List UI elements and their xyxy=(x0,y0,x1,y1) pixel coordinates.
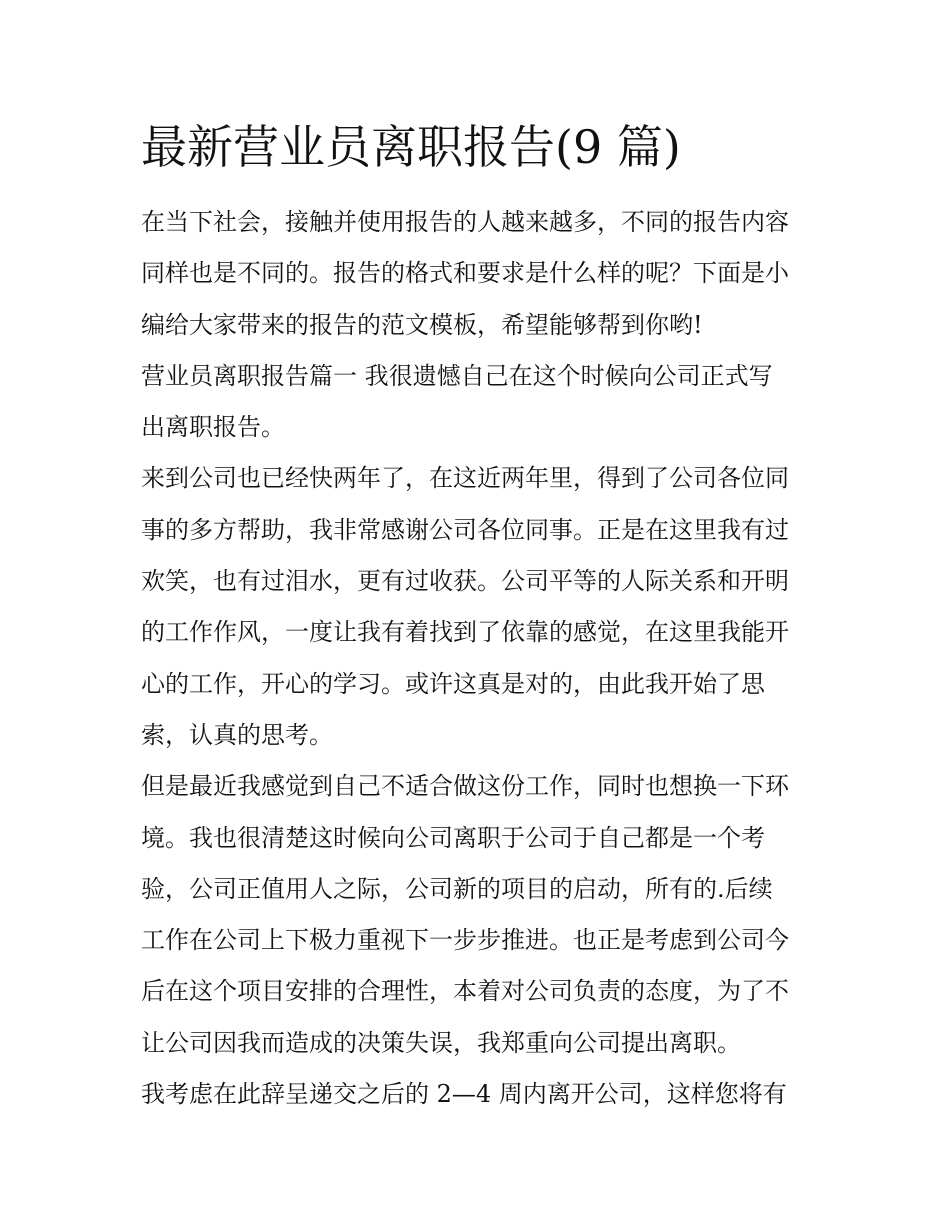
body-line: 索，认真的思考。 xyxy=(141,720,333,749)
body-line: 但是最近我感觉到自己不适合做这份工作，同时也想换一下环 xyxy=(141,772,789,801)
body-line: 让公司因我而造成的决策失误，我郑重向公司提出离职。 xyxy=(141,1028,741,1057)
body-line: 心的工作，开心的学习。或许这真是对的，由此我开始了思 xyxy=(141,669,765,698)
body-line: 出离职报告。 xyxy=(141,413,285,442)
body-line: 欢笑，也有过泪水，更有过收获。公司平等的人际关系和开明 xyxy=(141,567,789,596)
body-line: 在当下社会，接触并使用报告的人越来越多，不同的报告内容 xyxy=(141,208,789,236)
body-line: 验，公司正值用人之际，公司新的项目的启动，所有的.后续 xyxy=(141,874,773,903)
body-line: 的工作作风，一度让我有着找到了依靠的感觉，在这里我能开 xyxy=(141,618,789,647)
body-line: 来到公司也已经快两年了，在这近两年里，得到了公司各位同 xyxy=(141,464,789,493)
body-line: 事的多方帮助，我非常感谢公司各位同事。正是在这里我有过 xyxy=(141,515,789,544)
body-line: 工作在公司上下极力重视下一步步推进。也正是考虑到公司今 xyxy=(141,926,789,955)
body-line: 同样也是不同的。报告的格式和要求是什么样的呢？下面是小 xyxy=(141,259,789,288)
body-line: 营业员离职报告篇一 我很遗憾自己在这个时候向公司正式写 xyxy=(141,361,773,390)
document-body xyxy=(141,197,816,1120)
body-line: 编给大家带来的报告的范文模板，希望能够帮到你哟! xyxy=(141,310,703,339)
body-line: 境。我也很清楚这时候向公司离职于公司于自己都是一个考 xyxy=(141,823,765,852)
document-title: 最新营业员离职报告(9 篇) xyxy=(141,120,681,174)
body-line: 后在这个项目安排的合理性，本着对公司负责的态度，为了不 xyxy=(141,977,789,1006)
body-line: 我考虑在此辞呈递交之后的 2—4 周内离开公司，这样您将有 xyxy=(141,1080,787,1109)
